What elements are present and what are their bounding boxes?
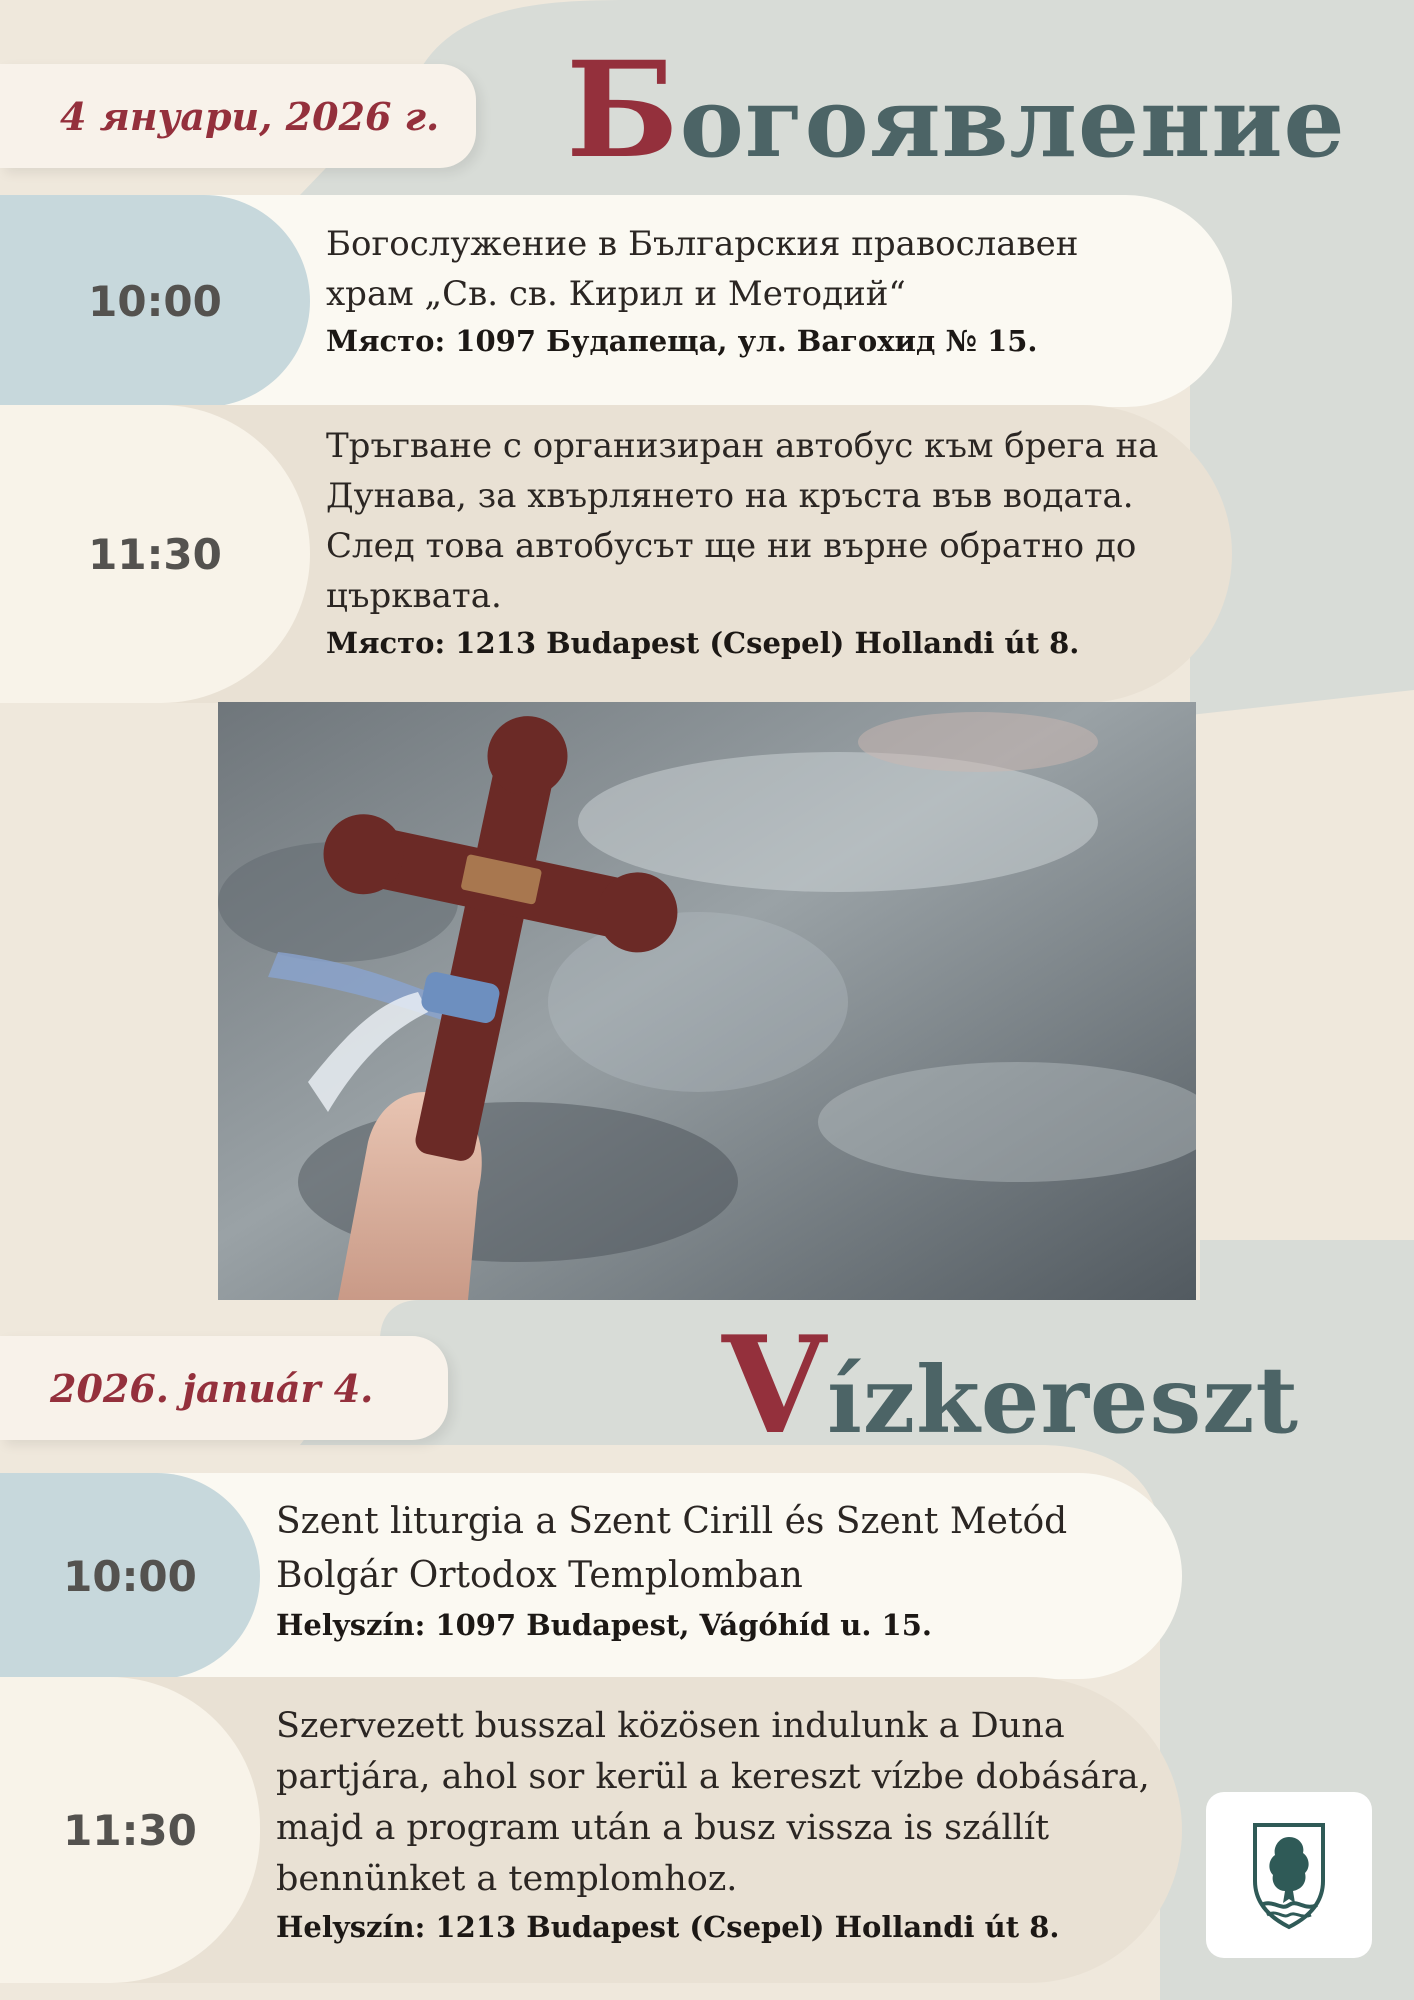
schedule-row xyxy=(0,195,1232,407)
event-time: 10:00 xyxy=(63,1551,197,1601)
schedule-row xyxy=(0,1677,1182,1983)
event-location: Helyszín: 1097 Budapest, Vágóhíd u. 15. xyxy=(276,1608,932,1642)
logo-box xyxy=(1206,1792,1372,1958)
event-description-line: Szervezett busszal közösen indulunk a Duna xyxy=(276,1706,1065,1746)
event-details xyxy=(326,219,1078,363)
title-initial: V xyxy=(722,1306,827,1464)
event-time: 11:30 xyxy=(88,529,222,579)
date-badge-bg xyxy=(0,64,476,168)
event-description-line: Дунава, за хвърлянето на кръста във водата. xyxy=(326,476,1134,516)
date-label: 4 януари, 2026 г. xyxy=(60,93,440,139)
event-details xyxy=(326,421,1158,665)
event-description-line: majd a program után a busz vissza is szállít xyxy=(276,1808,1050,1848)
date-badge-hu xyxy=(0,1336,448,1440)
event-description-line: църквата. xyxy=(326,576,502,616)
cross-in-water-photo xyxy=(218,702,1196,1300)
lion-crest-logo xyxy=(1249,1819,1329,1931)
date-label: 2026. január 4. xyxy=(50,1365,374,1411)
event-details xyxy=(276,1701,1150,1949)
time-pill xyxy=(0,1677,260,1983)
title-bg xyxy=(566,33,1346,188)
event-description-line: храм „Св. св. Кирил и Методий“ xyxy=(326,274,906,314)
event-description-line: След това автобусът ще ни върне обратно до xyxy=(326,526,1137,566)
event-description-line: Szent liturgia a Szent Cirill és Szent Metód xyxy=(276,1501,1068,1542)
title-initial: Б xyxy=(566,33,680,188)
event-description-line: Тръгване с организиран автобус към брега на xyxy=(326,426,1159,466)
schedule-row xyxy=(0,1473,1182,1679)
event-details xyxy=(276,1495,1067,1647)
event-time: 10:00 xyxy=(88,276,222,326)
time-pill xyxy=(0,1473,260,1679)
event-location: Helyszín: 1213 Budapest (Csepel) Hollandi út 8. xyxy=(276,1910,1060,1944)
title-hu xyxy=(722,1306,1299,1475)
title-rest: ízkereszt xyxy=(826,1346,1299,1454)
event-location: Място: 1213 Budapest (Csepel) Hollandi út 8. xyxy=(326,626,1080,660)
event-time: 11:30 xyxy=(63,1805,197,1855)
event-location: Място: 1097 Будапеща, ул. Вагохид № 15. xyxy=(326,324,1038,358)
event-description-line: bennünket a templomhoz. xyxy=(276,1859,738,1899)
event-description-line: Bolgár Ortodox Templomban xyxy=(276,1555,803,1596)
title-rest: огоявление xyxy=(679,66,1346,179)
event-description-line: Богослужение в Българския православен xyxy=(326,224,1079,264)
schedule-row xyxy=(0,405,1232,703)
event-description-line: partjára, ahol sor kerül a kereszt vízbe dobására, xyxy=(276,1757,1150,1797)
time-pill xyxy=(0,405,310,703)
time-pill xyxy=(0,195,310,407)
